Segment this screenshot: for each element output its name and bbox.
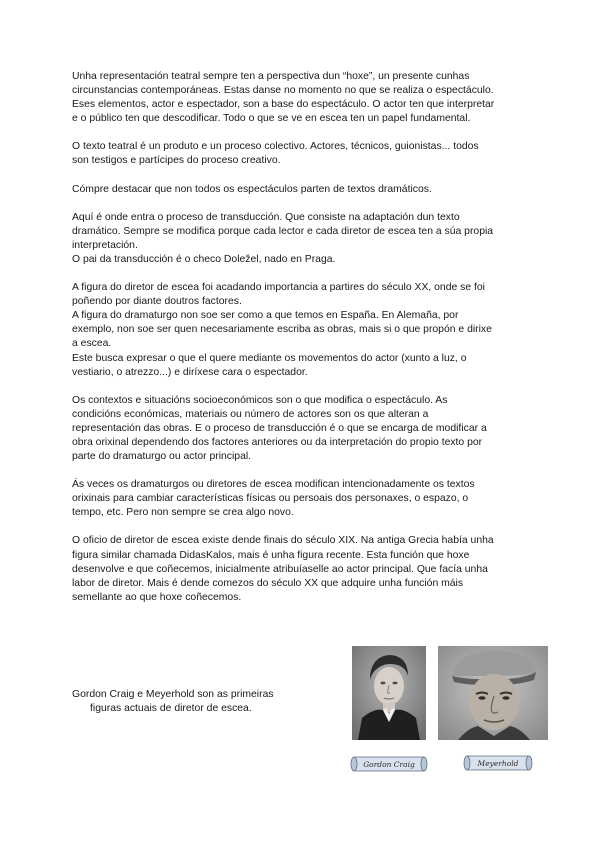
paragraph-7	[72, 478, 528, 520]
text-line: Eses elementos, actor e espectador, son a base do espectáculo. O actor ten que interpretar	[72, 99, 495, 111]
text-line: poñendo por diante doutros factores.	[72, 296, 242, 308]
text-line: condicións económicas, materiais ou número de actores son os que alteran a	[72, 408, 429, 420]
text-line: desenvolve e que coñecemos, inicialmente atribuíaselle ao actor principal. Que facía unha	[72, 563, 488, 575]
text-line: obra orixinal dependendo dos factores anteriores ou da interpretación do propio texto por	[72, 436, 483, 448]
paragraph-4	[72, 211, 528, 267]
text-line: Unha representación teatral sempre ten a perspectiva dun “hoxe”, un presente cunhas	[72, 71, 470, 82]
text-line: labor de diretor. Mais é dende comezos do século XX que adquire unha función máis	[72, 577, 464, 589]
text-line: Este busca expresar o que el quere mediante os movementos do actor (xunto a luz, o	[72, 352, 467, 364]
meyerhold-photo	[438, 646, 548, 740]
text-line: exemplo, non soe ser quen necesariamente escriba as obras, mais si o que propón e dirixe	[72, 324, 492, 336]
text-line: interpretación.	[72, 239, 138, 251]
text-line: O oficio de diretor de escea existe dende finais do século XIX. Na antiga Grecia había unha	[72, 535, 494, 547]
gordon-craig-label-text: Gordon Craig	[363, 759, 415, 769]
text-line: orixinais para cambiar características físicas ou persoais dos personaxes, o espazo, o	[72, 493, 469, 505]
body-text	[72, 70, 528, 605]
text-line: tempo, etc. Pero non sempre se crea algo novo.	[72, 507, 294, 519]
text-line: A figura do dramaturgo non soe ser como a que temos en España. En Alemaña, por	[72, 310, 459, 322]
paragraph-5	[72, 281, 528, 380]
paragraph-8	[72, 534, 528, 604]
text-line: e o público ten que descodificar. Todo o que se ve en escea ten un papel fundamental.	[72, 113, 471, 125]
photo-caption	[72, 688, 312, 716]
text-line: vestiario, o atrezzo...) e diríxese cara o espectador.	[72, 366, 308, 378]
text-line: circunstancias contemporáneas. Estas danse no momento no que se realiza o espectáculo.	[72, 85, 494, 97]
paragraph-1	[72, 70, 528, 126]
text-line: O texto teatral é un produto e un proceso colectivo. Actores, técnicos, guionistas... todos	[72, 141, 479, 153]
text-line: figura similar chamada DidasKalos, mais é unha figura recente. Esta función que hoxe	[72, 549, 470, 561]
text-line: Aquí é onde entra o proceso de transducción. Que consiste na adaptación dun texto	[72, 211, 460, 223]
meyerhold-label	[463, 752, 533, 774]
text-line: semellante ao que hoxe coñecemos.	[72, 591, 242, 603]
caption-line-2: figuras actuais de diretor de escea.	[90, 703, 252, 714]
paragraph-2	[72, 140, 528, 168]
paragraph-3	[72, 183, 528, 197]
text-line: Cómpre destacar que non todos os espectáculos parten de textos dramáticos.	[72, 183, 432, 195]
text-line: representación das obras. E o proceso de transducción é o que se encarga de modificar a	[72, 422, 487, 434]
text-line: son testigos e partícipes do proceso creativo.	[72, 155, 281, 167]
text-line: dramático. Sempre se modifica porque cada lector e cada diretor de escea ten a súa propia	[72, 225, 494, 237]
text-line: Ás veces os dramaturgos ou diretores de escea modifican intencionadamente os textos	[72, 479, 475, 491]
caption-line-1: Gordon Craig e Meyerhold son as primeiras	[72, 689, 274, 700]
text-line: O pai da transducción é o checo Doležel, nado en Praga.	[72, 253, 336, 265]
text-line: a escea.	[72, 338, 112, 350]
text-line: parte do dramaturgo ou actor principal.	[72, 451, 252, 463]
paragraph-6	[72, 394, 528, 464]
text-line: A figura do diretor de escea foi acadando importancia a partires do século XX, onde se foi	[72, 282, 485, 294]
gordon-craig-photo	[352, 646, 426, 740]
meyerhold-label-text: Meyerhold	[477, 758, 519, 768]
gordon-craig-label	[350, 753, 428, 775]
text-line: Os contextos e situacións socioeconómicos son o que modifica o espectáculo. As	[72, 394, 448, 406]
